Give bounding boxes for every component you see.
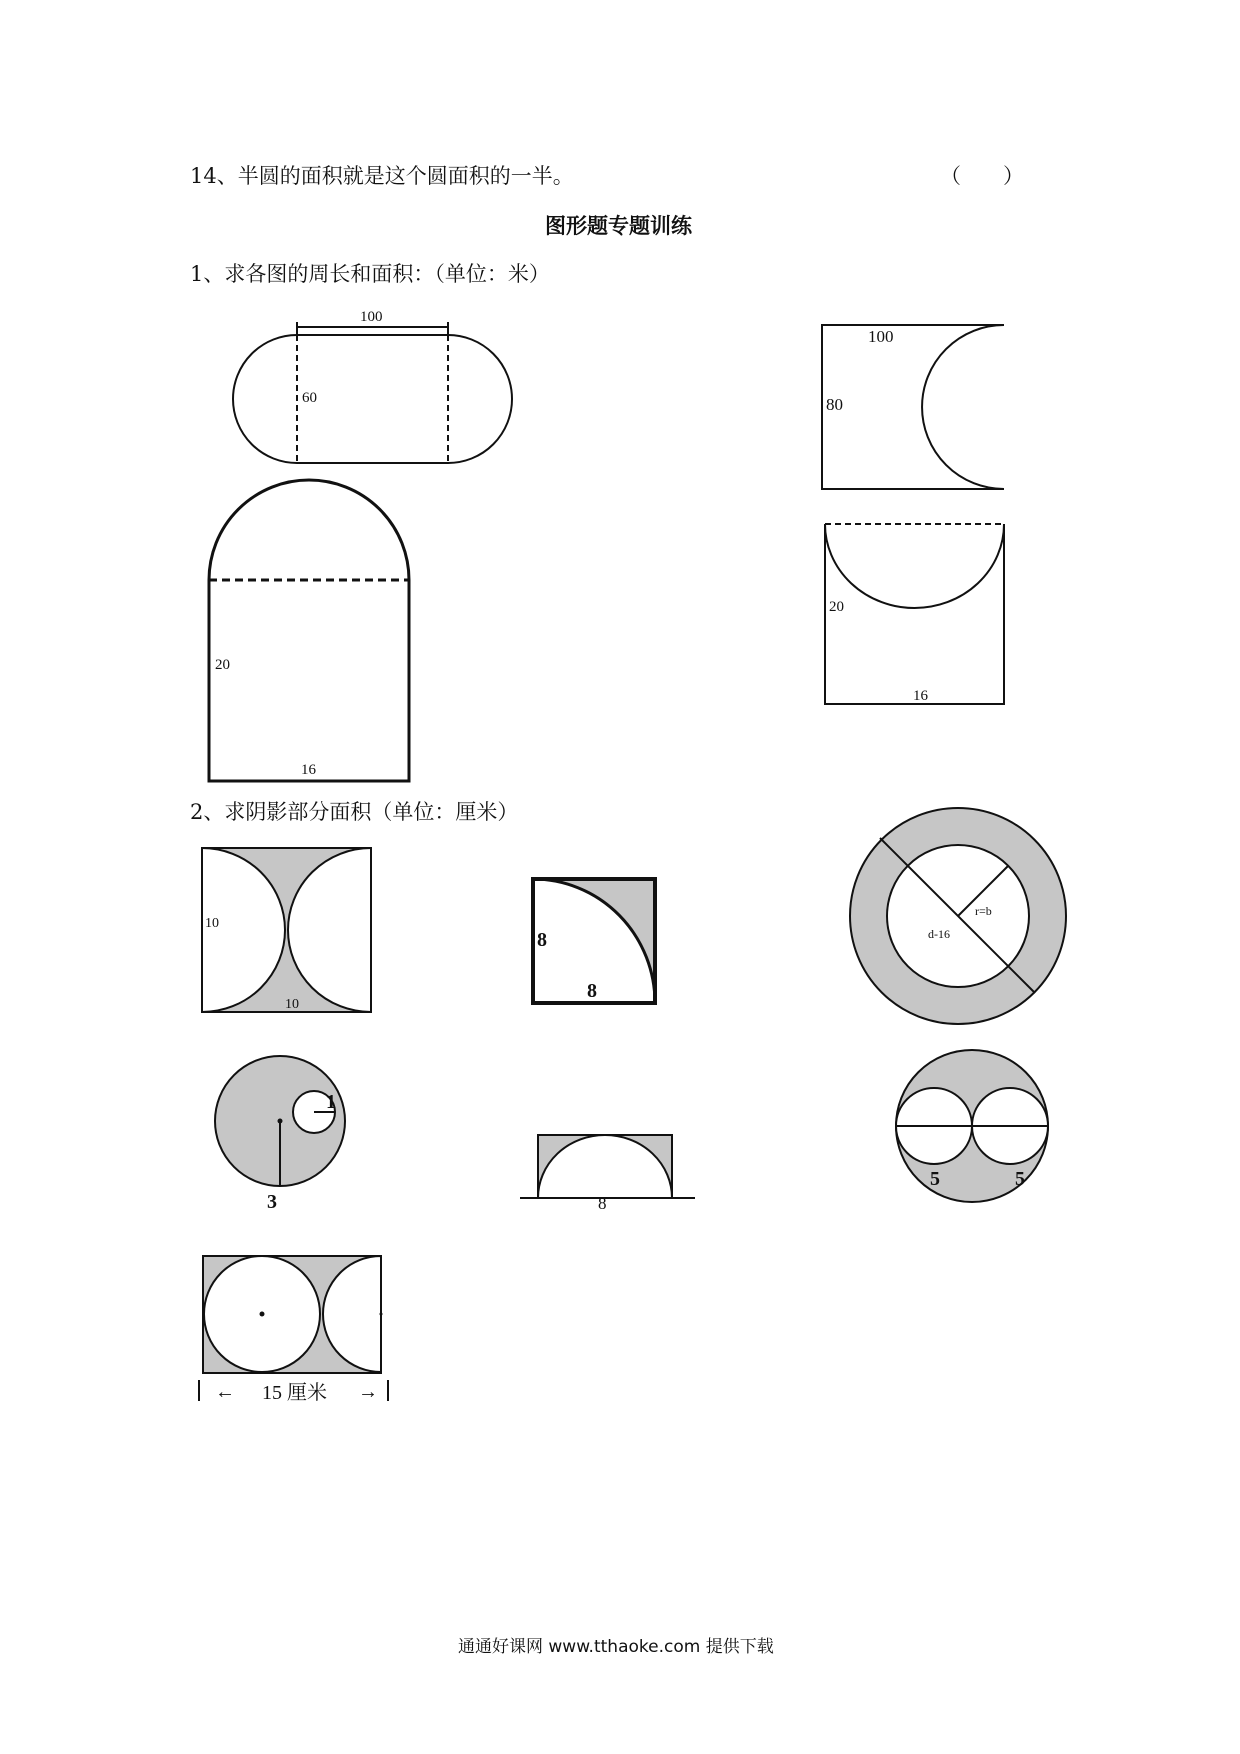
shade-6-left-label: 5 [930, 1168, 940, 1190]
shade-6-right-label: 5 [1015, 1168, 1025, 1190]
arch-width-label: 16 [301, 762, 316, 778]
shade-fig-6 [896, 1050, 1048, 1202]
shade-4-big-radius-label: 3 [267, 1191, 277, 1213]
section-2-heading: 2、求阴影部分面积（单位：厘米） [190, 800, 519, 824]
figure-stadium [233, 309, 512, 463]
shade-fig-3 [850, 808, 1066, 1024]
footer-credit: 通通好课网 www.tthaoke.com 提供下载 [458, 1637, 774, 1657]
shade-fig-1 [202, 848, 371, 1012]
question-14: 14、半圆的面积就是这个圆面积的一半。 [190, 164, 574, 188]
shade-1-bottom-label: 10 [285, 997, 299, 1012]
shade-1-left-label: 10 [205, 916, 219, 931]
shade-fig-2 [533, 879, 655, 1003]
shade-2-left-label: 8 [537, 929, 547, 951]
shade-fig-4 [215, 1056, 345, 1213]
shade-2-bottom-label: 8 [587, 980, 597, 1002]
stadium-height-label: 60 [302, 390, 317, 406]
shade-fig-5 [520, 1135, 695, 1213]
figure-rect-semicircle-cut [822, 325, 1004, 489]
shade-5-base-label: 8 [598, 1194, 607, 1213]
figure-rect-semicircle-top [825, 524, 1004, 704]
ring-diameter-label: d-16 [928, 927, 950, 941]
shade-7-arrow-left: ← [215, 1381, 235, 1403]
rect-cut-width-label: 100 [868, 327, 894, 346]
section-1-heading: 1、求各图的周长和面积：（单位：米） [190, 262, 550, 286]
answer-paren[interactable]: （ ） [940, 164, 1024, 188]
shade-7-width-label: 15 厘米 [262, 1382, 327, 1404]
ring-radius-label: r=b [975, 904, 992, 918]
rect-top-width-label: 16 [913, 688, 928, 704]
stadium-width-label: 100 [360, 309, 383, 325]
figure-arch [209, 480, 409, 781]
rect-cut-height-label: 80 [826, 395, 843, 414]
shade-7-arrow-right: → [358, 1381, 378, 1403]
rect-top-height-label: 20 [829, 599, 844, 615]
page-title: 图形题专题训练 [545, 214, 692, 238]
shade-4-small-radius-label: 1 [326, 1091, 336, 1113]
shade-fig-7 [199, 1256, 388, 1404]
arch-height-label: 20 [215, 657, 230, 673]
